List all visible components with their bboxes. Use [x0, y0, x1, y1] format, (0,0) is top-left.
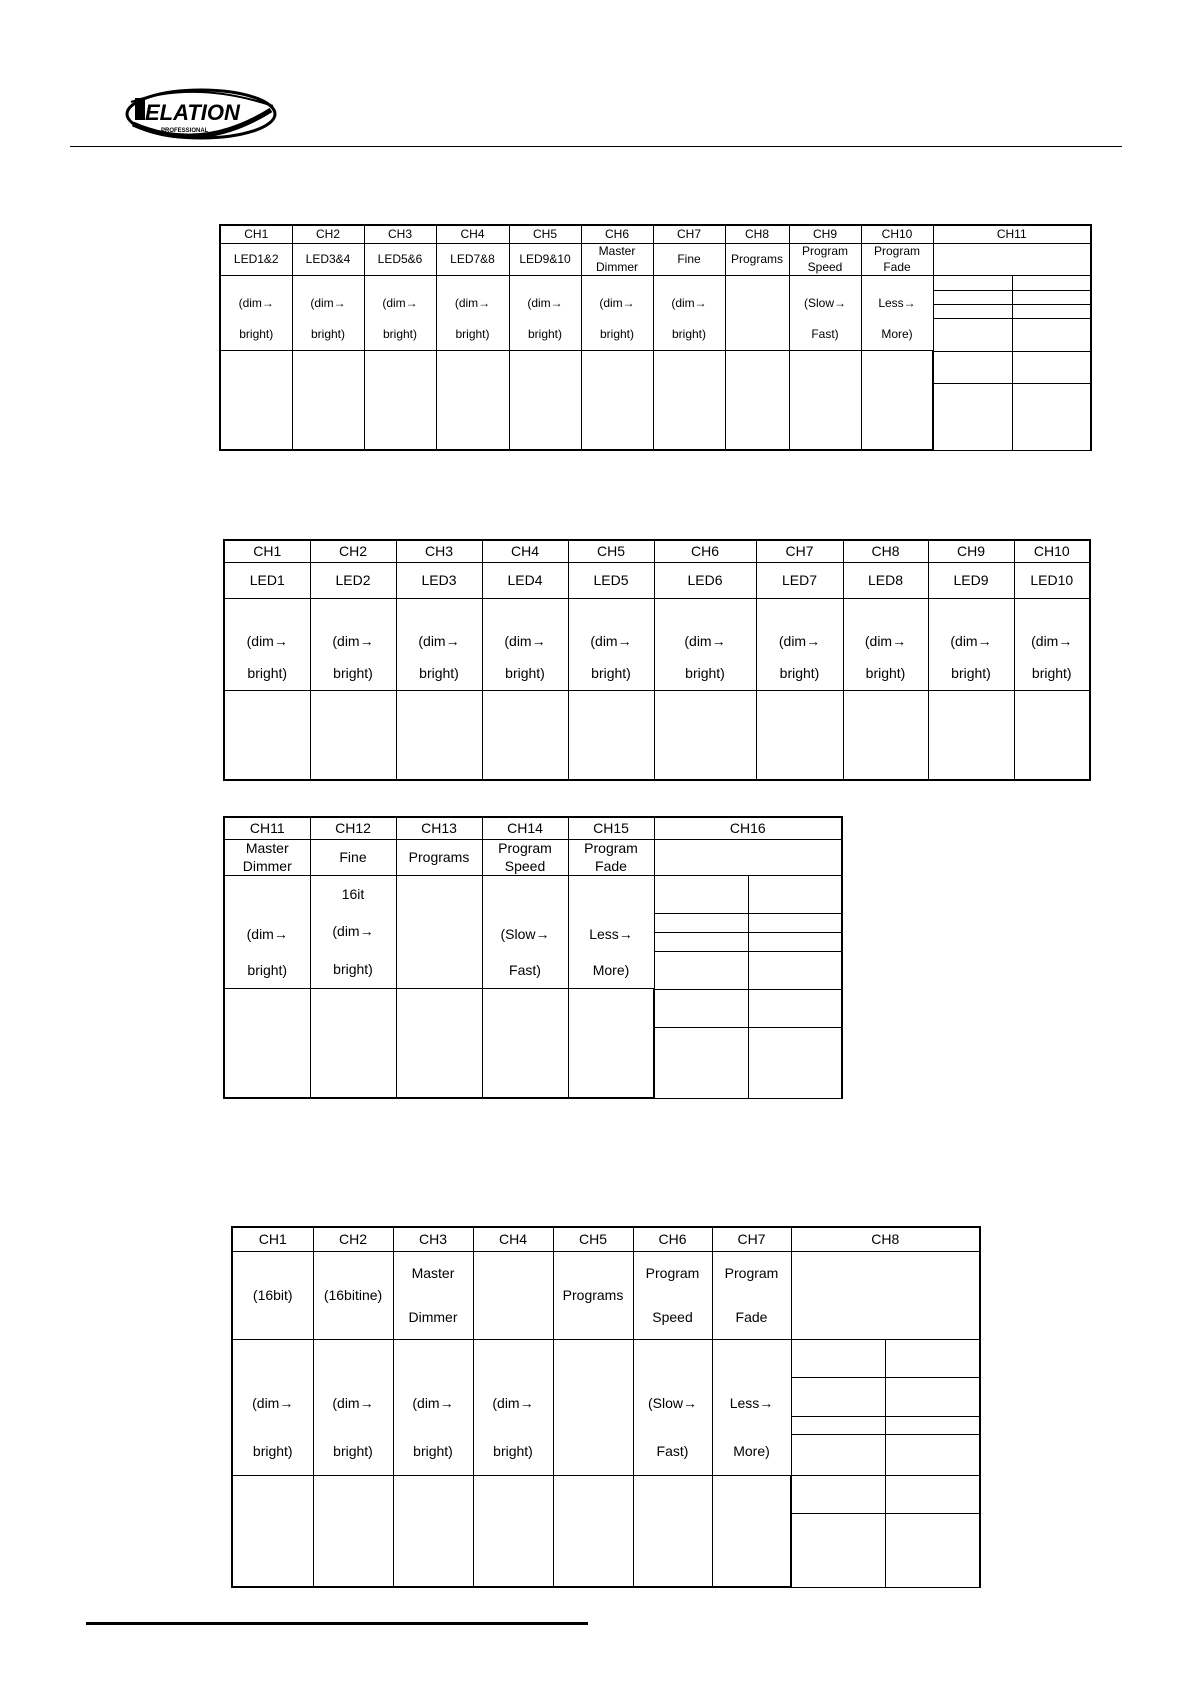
cell-text: Dimmer	[596, 259, 638, 274]
cell-text: (16bit)	[252, 1287, 293, 1303]
cell-text: Fine	[339, 849, 367, 865]
cell-text: Speed	[652, 1308, 693, 1325]
empty-cell	[232, 1475, 313, 1587]
cell-text: bright)	[505, 665, 545, 682]
empty-cell	[393, 1475, 473, 1587]
cell-text: Speed	[807, 259, 843, 274]
grid-cell	[655, 990, 748, 1028]
cell-text: More)	[733, 1442, 770, 1459]
empty-cell	[482, 690, 568, 780]
channel-function	[653, 243, 725, 275]
channel-range	[310, 875, 396, 988]
cell-text: Fade	[735, 1308, 768, 1325]
channel-function	[364, 243, 436, 275]
channel-function	[933, 243, 1091, 275]
cell-text: bright)	[239, 327, 274, 341]
channel-header: CH5	[509, 225, 581, 243]
bit-note: 16it	[341, 886, 365, 903]
empty-cell	[712, 1475, 791, 1587]
empty-cell	[313, 1475, 393, 1587]
cell-text: (dim→	[246, 632, 288, 649]
grid-cell	[655, 876, 748, 914]
value-table-cell	[933, 275, 1091, 450]
empty-cell	[654, 690, 756, 780]
cell-text: Dimmer	[408, 1308, 458, 1325]
grid-cell	[934, 305, 1012, 319]
cell-text: LED5&6	[377, 252, 423, 266]
channel-header: CH7	[756, 540, 843, 562]
grid-cell	[886, 1416, 980, 1434]
cell-text: Master	[411, 1265, 455, 1282]
cell-text: (dim→	[238, 296, 274, 310]
cell-text: Fade	[883, 259, 911, 274]
channel-header: CH5	[568, 540, 654, 562]
cell-text: (dim→	[332, 632, 374, 649]
empty-cell	[756, 690, 843, 780]
empty-cell	[220, 350, 292, 450]
grid-cell	[1012, 276, 1090, 291]
empty-cell	[436, 350, 509, 450]
cell-text: (dim→	[778, 632, 821, 649]
cell-text: LED1&2	[233, 252, 279, 266]
grid-cell	[1012, 383, 1090, 449]
empty-cell	[725, 350, 789, 450]
cell-text: LED9&10	[519, 252, 571, 266]
channel-function	[861, 243, 933, 275]
channel-header: CH4	[473, 1227, 553, 1251]
channel-function	[313, 1251, 393, 1339]
cell-text: (Slow→	[500, 925, 550, 942]
cell-text: bright)	[865, 665, 906, 682]
cell-text: bright)	[333, 1442, 373, 1459]
cell-text: Fast)	[811, 327, 839, 341]
channel-range	[509, 275, 581, 350]
empty-cell	[482, 988, 568, 1098]
channel-range	[313, 1339, 393, 1475]
cell-text: (dim→	[246, 925, 288, 942]
empty-cell	[310, 988, 396, 1098]
channel-range	[861, 275, 933, 350]
channel-header: CH6	[654, 540, 756, 562]
channel-header: CH3	[393, 1227, 473, 1251]
cell-text: (dim→	[454, 296, 491, 310]
cell-text: Dimmer	[242, 857, 292, 874]
grid-cell	[748, 914, 841, 933]
cell-text: bright)	[779, 665, 820, 682]
channel-header: CH3	[364, 225, 436, 243]
channel-function	[396, 839, 482, 875]
channel-function	[553, 1251, 633, 1339]
empty-cell	[509, 350, 581, 450]
grid-cell	[655, 933, 748, 952]
cell-text: Fast)	[656, 1442, 689, 1459]
channel-range	[393, 1339, 473, 1475]
grid-cell	[792, 1340, 886, 1378]
channel-range	[482, 598, 568, 690]
channel-function	[224, 839, 310, 875]
empty-cell	[633, 1475, 712, 1587]
channel-range	[843, 598, 928, 690]
cell-text: bright)	[671, 327, 706, 341]
cell-text: Fine	[677, 252, 701, 266]
channel-header: CH9	[789, 225, 861, 243]
channel-range	[1014, 598, 1090, 690]
channel-function	[789, 243, 861, 275]
dmx-table-11ch	[219, 224, 1092, 451]
channel-range	[581, 275, 653, 350]
grid-cell	[886, 1340, 980, 1378]
channel-range	[653, 275, 725, 350]
channel-range	[473, 1339, 553, 1475]
cell-text: (dim→	[864, 632, 907, 649]
cell-text: (dim→	[684, 632, 726, 649]
channel-header: CH6	[633, 1227, 712, 1251]
cell-text: bright)	[685, 665, 725, 682]
empty-cell	[581, 350, 653, 450]
grid-cell	[655, 952, 748, 990]
cell-text: bright)	[455, 327, 490, 341]
cell-text: (dim→	[310, 296, 346, 310]
channel-function	[473, 1251, 553, 1339]
channel-header: CH14	[482, 817, 568, 839]
channel-range	[364, 275, 436, 350]
cell-text: Less→	[589, 925, 633, 942]
channel-range	[292, 275, 364, 350]
cell-text: bright)	[527, 327, 562, 341]
cell-text: (dim→	[332, 923, 374, 940]
cell-text: (Slow→	[803, 296, 846, 310]
channel-function	[654, 839, 842, 875]
logo-wordmark: ELATION	[145, 100, 240, 125]
cell-text: Program	[873, 244, 920, 259]
channel-function: LED8	[843, 562, 928, 598]
channel-header: CH4	[482, 540, 568, 562]
grid-cell	[1012, 352, 1090, 384]
value-table-cell	[791, 1339, 980, 1587]
channel-function	[436, 243, 509, 275]
empty-cell	[861, 350, 933, 450]
cell-text: (Slow→	[647, 1395, 697, 1412]
header-rule	[70, 146, 1122, 147]
channel-range	[436, 275, 509, 350]
footer-rule	[86, 1622, 588, 1625]
channel-header: CH8	[791, 1227, 980, 1251]
channel-range	[756, 598, 843, 690]
channel-header: CH10	[861, 225, 933, 243]
channel-range	[568, 875, 654, 988]
cell-text: Program	[724, 1265, 779, 1282]
cell-text: LED3&4	[305, 252, 351, 266]
grid-cell	[792, 1475, 886, 1513]
cell-text: (16bitine)	[323, 1287, 383, 1303]
grid-cell	[934, 291, 1012, 305]
channel-function	[568, 839, 654, 875]
cell-text: (dim→	[1031, 632, 1073, 649]
channel-header: CH16	[654, 817, 842, 839]
channel-header: CH1	[220, 225, 292, 243]
channel-header: CH11	[933, 225, 1091, 243]
cell-text: (dim→	[599, 296, 635, 310]
cell-text: Programs	[730, 252, 783, 266]
grid-cell	[655, 1028, 748, 1098]
cell-text: More)	[881, 327, 913, 341]
cell-text: bright)	[382, 327, 417, 341]
cell-text: Speed	[504, 857, 546, 874]
cell-text: (dim→	[671, 296, 707, 310]
channel-header: CH4	[436, 225, 509, 243]
dmx-table-8ch	[231, 1226, 981, 1588]
grid-cell	[934, 352, 1012, 384]
empty-cell	[396, 690, 482, 780]
channel-header: CH7	[653, 225, 725, 243]
cell-text: Fade	[595, 857, 627, 874]
cell-text: bright)	[247, 961, 288, 978]
channel-range	[396, 598, 482, 690]
cell-text: (dim→	[252, 1395, 294, 1412]
empty-cell	[568, 690, 654, 780]
grid-cell	[886, 1514, 980, 1587]
channel-range	[224, 598, 310, 690]
cell-text: More)	[592, 961, 630, 978]
empty-cell	[843, 690, 928, 780]
grid-cell	[792, 1416, 886, 1434]
channel-function	[725, 243, 789, 275]
channel-header: CH9	[928, 540, 1014, 562]
grid-cell	[792, 1514, 886, 1587]
channel-range	[224, 875, 310, 988]
channel-range	[712, 1339, 791, 1475]
cell-text: Master	[598, 244, 636, 259]
cell-text: Program	[584, 840, 638, 857]
cell-text: Program	[801, 244, 848, 259]
channel-header: CH12	[310, 817, 396, 839]
channel-function	[220, 243, 292, 275]
grid-cell	[748, 933, 841, 952]
cell-text: bright)	[333, 665, 373, 682]
channel-function	[393, 1251, 473, 1339]
cell-text: Less→	[878, 296, 916, 310]
channel-range	[654, 598, 756, 690]
cell-text: Master	[245, 840, 289, 857]
grid-cell	[748, 990, 841, 1028]
value-table-cell	[654, 875, 842, 1098]
grid-cell	[886, 1378, 980, 1416]
channel-function: LED1	[224, 562, 310, 598]
channel-function: LED5	[568, 562, 654, 598]
value-grid	[934, 276, 1090, 450]
cell-text: bright)	[591, 665, 631, 682]
grid-cell	[934, 276, 1012, 291]
channel-function: LED4	[482, 562, 568, 598]
grid-cell	[748, 952, 841, 990]
channel-function: LED2	[310, 562, 396, 598]
empty-cell	[473, 1475, 553, 1587]
empty-cell	[396, 988, 482, 1098]
cell-text: bright)	[413, 1442, 453, 1459]
channel-header: CH2	[310, 540, 396, 562]
value-grid	[655, 876, 841, 1098]
grid-cell	[748, 1028, 841, 1098]
empty-cell	[653, 350, 725, 450]
cell-text: Programs	[408, 849, 470, 865]
cell-text: (dim→	[527, 296, 563, 310]
empty-cell	[789, 350, 861, 450]
dmx-table-10ch	[223, 539, 1091, 781]
channel-header: CH6	[581, 225, 653, 243]
channel-function	[482, 839, 568, 875]
channel-function	[581, 243, 653, 275]
channel-function	[791, 1251, 980, 1339]
channel-header: CH7	[712, 1227, 791, 1251]
cell-text: (dim→	[590, 632, 632, 649]
channel-range	[232, 1339, 313, 1475]
cell-text: bright)	[333, 960, 373, 977]
elation-logo	[125, 84, 277, 140]
cell-text: bright)	[310, 327, 345, 341]
empty-cell	[310, 690, 396, 780]
channel-range	[220, 275, 292, 350]
channel-header: CH10	[1014, 540, 1090, 562]
logo-subtitle: PROFESSIONAL	[161, 128, 209, 134]
cell-text: (dim→	[492, 1395, 534, 1412]
cell-text: bright)	[252, 1442, 293, 1459]
cell-text: bright)	[951, 665, 991, 682]
channel-function	[712, 1251, 791, 1339]
empty-cell	[364, 350, 436, 450]
channel-function: LED6	[654, 562, 756, 598]
cell-text: (dim→	[504, 632, 546, 649]
dmx-table-ch11-16	[223, 816, 843, 1099]
empty-cell	[1014, 690, 1090, 780]
cell-text: LED7&8	[450, 252, 495, 266]
empty-cell	[568, 988, 654, 1098]
channel-range	[928, 598, 1014, 690]
cell-text: Fast)	[509, 961, 541, 978]
cell-text: bright)	[419, 665, 459, 682]
grid-cell	[655, 914, 748, 933]
channel-function	[509, 243, 581, 275]
grid-cell	[886, 1435, 980, 1475]
channel-function: LED7	[756, 562, 843, 598]
channel-function: LED3	[396, 562, 482, 598]
channel-header: CH5	[553, 1227, 633, 1251]
channel-range	[568, 598, 654, 690]
empty-cell	[928, 690, 1014, 780]
channel-range	[789, 275, 861, 350]
channel-range	[725, 275, 789, 350]
cell-text: bright)	[493, 1442, 533, 1459]
channel-range	[482, 875, 568, 988]
channel-function	[292, 243, 364, 275]
channel-function: LED10	[1014, 562, 1090, 598]
cell-text: (dim→	[332, 1395, 374, 1412]
cell-text: bright)	[247, 665, 288, 682]
channel-header: CH3	[396, 540, 482, 562]
value-grid	[792, 1340, 979, 1587]
empty-cell	[292, 350, 364, 450]
grid-cell	[934, 319, 1012, 352]
grid-cell	[748, 876, 841, 914]
empty-cell	[553, 1475, 633, 1587]
cell-text: bright)	[599, 327, 634, 341]
channel-header: CH1	[232, 1227, 313, 1251]
cell-text: (dim→	[418, 632, 460, 649]
cell-text: Program	[498, 840, 552, 857]
channel-header: CH13	[396, 817, 482, 839]
cell-text: Less→	[729, 1395, 774, 1412]
grid-cell	[792, 1435, 886, 1475]
channel-range	[553, 1339, 633, 1475]
channel-function	[232, 1251, 313, 1339]
channel-function: LED9	[928, 562, 1014, 598]
cell-text: (dim→	[382, 296, 418, 310]
channel-range	[633, 1339, 712, 1475]
channel-function	[633, 1251, 712, 1339]
channel-header: CH8	[725, 225, 789, 243]
grid-cell	[1012, 305, 1090, 319]
channel-function	[310, 839, 396, 875]
channel-range	[310, 598, 396, 690]
grid-cell	[1012, 319, 1090, 352]
channel-header: CH11	[224, 817, 310, 839]
channel-header: CH2	[313, 1227, 393, 1251]
cell-text: Programs	[562, 1287, 624, 1303]
cell-text: bright)	[1031, 665, 1072, 682]
channel-header: CH8	[843, 540, 928, 562]
grid-cell	[886, 1475, 980, 1513]
cell-text: (dim→	[412, 1395, 454, 1412]
empty-cell	[224, 988, 310, 1098]
channel-header: CH1	[224, 540, 310, 562]
cell-text: Program	[645, 1265, 700, 1282]
empty-cell	[224, 690, 310, 780]
grid-cell	[792, 1378, 886, 1416]
channel-header: CH15	[568, 817, 654, 839]
channel-range	[396, 875, 482, 988]
grid-cell	[934, 383, 1012, 449]
grid-cell	[1012, 291, 1090, 305]
channel-header: CH2	[292, 225, 364, 243]
cell-text: (dim→	[950, 632, 992, 649]
